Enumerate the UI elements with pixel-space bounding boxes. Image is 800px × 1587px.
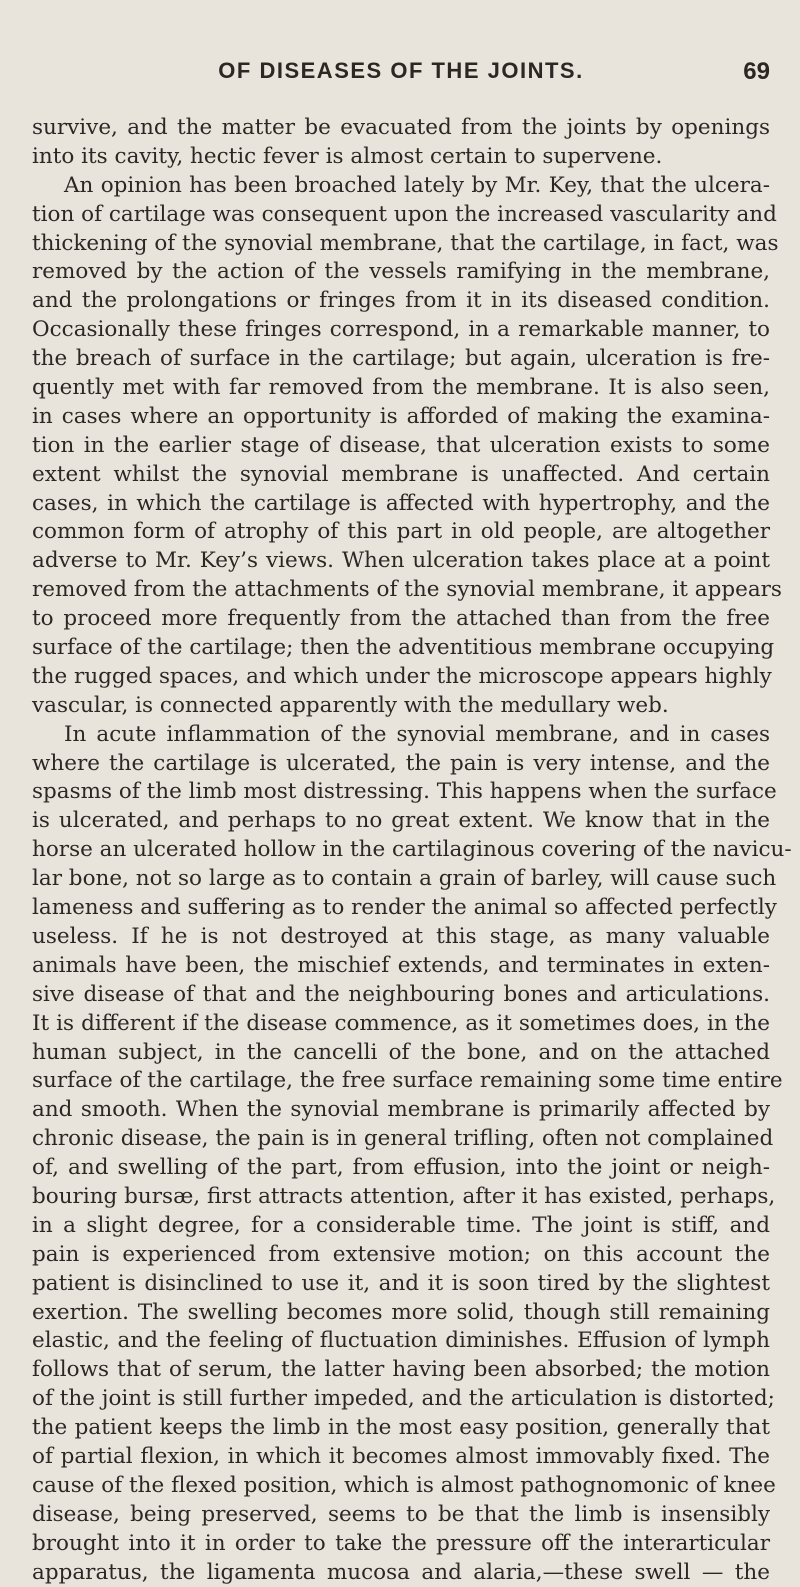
- text-line: pain is experienced from extensive motion; on this account the: [32, 1241, 770, 1267]
- page-header: [32, 58, 770, 94]
- text-line: bouring bursæ, first attracts attention, after it has existed, perhaps,: [32, 1183, 776, 1209]
- text-line: to proceed more frequently from the attached than from the free: [32, 606, 770, 632]
- text-line: where the cartilage is ulcerated, the pain is very intense, and the: [32, 750, 770, 776]
- text-line: lar bone, not so large as to contain a grain of barley, will cause such: [32, 866, 777, 892]
- text-line: in a slight degree, for a considerable time. The joint is stiff, and: [32, 1212, 770, 1238]
- text-line: removed by the action of the vessels ramifying in the membrane,: [32, 259, 770, 285]
- text-line: into its cavity, hectic fever is almost certain to supervene.: [32, 143, 663, 169]
- text-line: adverse to Mr. Key’s views. When ulceration takes place at a point: [32, 548, 770, 574]
- running-head: OF DISEASES OF THE JOINTS.: [218, 58, 584, 83]
- text-line: common form of atrophy of this part in old people, are altogether: [32, 519, 770, 545]
- text-line: tion in the earlier stage of disease, that ulceration exists to some: [32, 432, 770, 458]
- text-line: human subject, in the cancelli of the bone, and on the attached: [32, 1039, 770, 1065]
- text-line: exertion. The swelling becomes more solid, though still remaining: [32, 1299, 770, 1325]
- text-line: Occasionally these fringes correspond, in a remarkable manner, to: [32, 317, 770, 343]
- text-line: follows that of serum, the latter having been absorbed; the motion: [32, 1357, 770, 1383]
- text-line: is ulcerated, and perhaps to no great extent. We know that in the: [32, 808, 770, 834]
- text-line: of, and swelling of the part, from effusion, into the joint or neigh-: [32, 1155, 770, 1181]
- text-line: in cases where an opportunity is afforded of making the examina-: [32, 403, 770, 429]
- text-line: thickening of the synovial membrane, that the cartilage, in fact, was: [32, 230, 779, 256]
- text-line: removed from the attachments of the synovial membrane, it appears: [32, 577, 782, 603]
- text-line: survive, and the matter be evacuated from the joints by openings: [32, 115, 770, 140]
- text-line: surface of the cartilage; then the adventitious membrane occupying: [32, 635, 775, 661]
- text-line: the rugged spaces, and which under the microscope appears highly: [32, 663, 772, 689]
- text-line: An opinion has been broached lately by Mr. Key, that the ulcera-: [64, 172, 770, 198]
- text-line: animals have been, the mischief extends, and terminates in exten-: [32, 952, 770, 978]
- text-line: vascular, is connected apparently with the medullary web.: [32, 692, 669, 718]
- body-text: [32, 114, 792, 1587]
- text-line: surface of the cartilage, the free surface remaining some time entire: [32, 1068, 783, 1094]
- page-number: 69: [743, 58, 770, 85]
- text-line: quently met with far removed from the membrane. It is also seen,: [32, 375, 770, 401]
- text-line: tion of cartilage was consequent upon the increased vascularity and: [32, 201, 777, 227]
- text-line: of the joint is still further impeded, and the articulation is distorted;: [32, 1386, 775, 1412]
- text-line: and smooth. When the synovial membrane is primarily affected by: [32, 1097, 770, 1123]
- text-line: chronic disease, the pain is in general trifling, often not complained: [32, 1126, 774, 1152]
- text-line: brought into it in order to take the pressure off the interarticular: [32, 1530, 770, 1556]
- text-line: disease, being preserved, seems to be that the limb is insensibly: [32, 1501, 770, 1527]
- text-line: cases, in which the cartilage is affected with hypertrophy, and the: [32, 490, 770, 516]
- text-line: elastic, and the feeling of fluctuation diminishes. Effusion of lymph: [32, 1328, 770, 1354]
- text-line: the patient keeps the limb in the most easy position, generally that: [32, 1415, 770, 1441]
- text-line: patient is disinclined to use it, and it is soon tired by the slightest: [32, 1270, 770, 1296]
- text-line: the breach of surface in the cartilage; but again, ulceration is fre-: [32, 346, 770, 372]
- text-line: sive disease of that and the neighbouring bones and articulations.: [32, 981, 770, 1007]
- text-line: apparatus, the ligamenta mucosa and alaria,—these swell — the: [32, 1559, 770, 1585]
- text-line: spasms of the limb most distressing. This happens when the surface: [32, 779, 777, 805]
- text-line: cause of the flexed position, which is almost pathognomonic of knee: [32, 1472, 776, 1498]
- text-line: of partial flexion, in which it becomes almost immovably fixed. The: [32, 1443, 770, 1469]
- text-line: It is different if the disease commence, as it sometimes does, in the: [32, 1010, 770, 1036]
- text-line: useless. If he is not destroyed at this stage, as many valuable: [32, 923, 770, 949]
- text-line: and the prolongations or fringes from it in its diseased condition.: [32, 288, 770, 314]
- text-line: horse an ulcerated hollow in the cartilaginous covering of the navicu-: [32, 837, 792, 863]
- text-line: extent whilst the synovial membrane is unaffected. And certain: [32, 461, 770, 487]
- text-line: In acute inflammation of the synovial membrane, and in cases: [64, 721, 770, 747]
- text-line: lameness and suffering as to render the animal so affected perfectly: [32, 895, 777, 921]
